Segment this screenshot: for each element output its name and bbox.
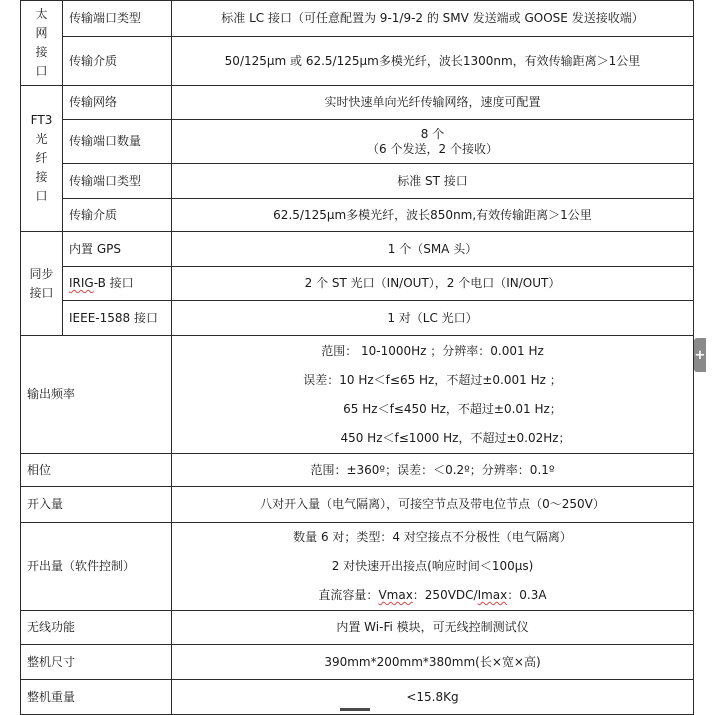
row-name: 整机尺寸 — [21, 645, 172, 680]
value-line: 数量 6 对；类型：4 对空接点不分极性（电气隔离） — [293, 530, 572, 544]
row-value: 内置 Wi-Fi 模块，可无线控制测试仪 — [172, 611, 694, 645]
row-name: 传输端口数量 — [63, 120, 172, 164]
table-row — [21, 336, 694, 454]
row-value: 50/125μm 或 62.5/125μm多模光纤，波长1300nm，有效传输距离＞1公里 — [172, 37, 694, 86]
row-name: 整机重量 — [21, 680, 172, 715]
row-name: 传输端口类型 — [63, 1, 172, 37]
spell-marked-text: Vmax — [378, 588, 413, 602]
group-label-text: FT3光纤接口 — [30, 113, 53, 203]
table-row — [21, 199, 694, 232]
specification-table — [20, 0, 694, 715]
value-line: 误差：10 Hz＜f≤65 Hz，不超过±0.001 Hz ； — [303, 372, 562, 387]
table-row — [21, 37, 694, 86]
value-fragment: ：250VDC/ — [412, 588, 478, 602]
row-name: 传输网络 — [63, 86, 172, 120]
spell-marked-text: Imax — [477, 588, 508, 602]
value-line: 65 Hz＜f≤450 Hz，不超过±0.01 Hz； — [343, 401, 562, 416]
row-name: 内置 GPS — [63, 232, 172, 267]
row-name: 无线功能 — [21, 611, 172, 645]
row-value: 1 个（SMA 头） — [172, 232, 694, 267]
row-value: 实时快速单向光纤传输网络，速度可配置 — [172, 86, 694, 120]
table-row — [21, 164, 694, 199]
row-value: 2 个 ST 光口（IN/OUT），2 个电口（IN/OUT） — [172, 267, 694, 301]
row-name — [63, 267, 172, 301]
table-row — [21, 487, 694, 523]
row-value: 标准 LC 接口（可任意配置为 9-1/9-2 的 SMV 发送端或 GOOSE 发送接收端） — [172, 1, 694, 37]
row-value: 范围：±360º；误差：＜0.2º；分辨率：0.1º — [172, 454, 694, 487]
table-row — [21, 645, 694, 680]
group-label-ethernet — [21, 1, 63, 86]
value-fragment: 直流容量： — [318, 588, 379, 602]
row-value: <15.8Kg — [172, 680, 694, 715]
row-name: 开出量（软件控制） — [21, 523, 172, 611]
table-row — [21, 232, 694, 267]
table-row — [21, 267, 694, 301]
group-label-ft3 — [21, 86, 63, 232]
spell-marked-text: IRIG — [69, 276, 94, 290]
row-value — [172, 523, 694, 611]
row-value: 1 对（LC 光口） — [172, 301, 694, 336]
group-label-text: 同步接口 — [29, 266, 54, 300]
table-row — [21, 454, 694, 487]
table-row — [21, 611, 694, 645]
row-value: 390mm*200mm*380mm(长×宽×高) — [172, 645, 694, 680]
row-value — [172, 120, 694, 164]
table-row — [21, 1, 694, 37]
row-name: 开入量 — [21, 487, 172, 523]
group-label-text: 太网接口 — [35, 7, 48, 78]
value-line: 450 Hz＜f≤1000 Hz，不超过±0.02Hz； — [340, 430, 571, 445]
row-value — [172, 336, 694, 454]
value-line: 范围： 10-1000Hz ；分辨率：0.001 Hz — [321, 343, 544, 358]
row-name: 传输介质 — [63, 199, 172, 232]
row-value: 标准 ST 接口 — [172, 164, 694, 199]
row-name: 相位 — [21, 454, 172, 487]
value-line: （6 个发送，2 个接收） — [367, 141, 498, 156]
row-name: 输出频率 — [21, 336, 172, 454]
group-label-sync — [21, 232, 63, 336]
value-line: 8 个 — [420, 126, 445, 141]
table-row — [21, 301, 694, 336]
row-name: 传输端口类型 — [63, 164, 172, 199]
row-name: IEEE-1588 接口 — [63, 301, 172, 336]
expand-handle-plus-icon[interactable]: + — [694, 338, 706, 372]
value-fragment: ：0.3A — [507, 588, 547, 602]
table-row — [21, 120, 694, 164]
row-value: 八对开入量（电气隔离），可接空节点及带电位节点（0～250V） — [172, 487, 694, 523]
value-line — [178, 581, 687, 610]
row-value: 62.5/125μm多模光纤，波长850nm,有效传输距离＞1公里 — [172, 199, 694, 232]
value-line: 2 对快速开出接点(响应时间＜100μs) — [331, 559, 534, 573]
table-row — [21, 523, 694, 611]
table-row — [21, 86, 694, 120]
row-name-suffix: -B 接口 — [93, 276, 134, 290]
row-name: 传输介质 — [63, 37, 172, 86]
